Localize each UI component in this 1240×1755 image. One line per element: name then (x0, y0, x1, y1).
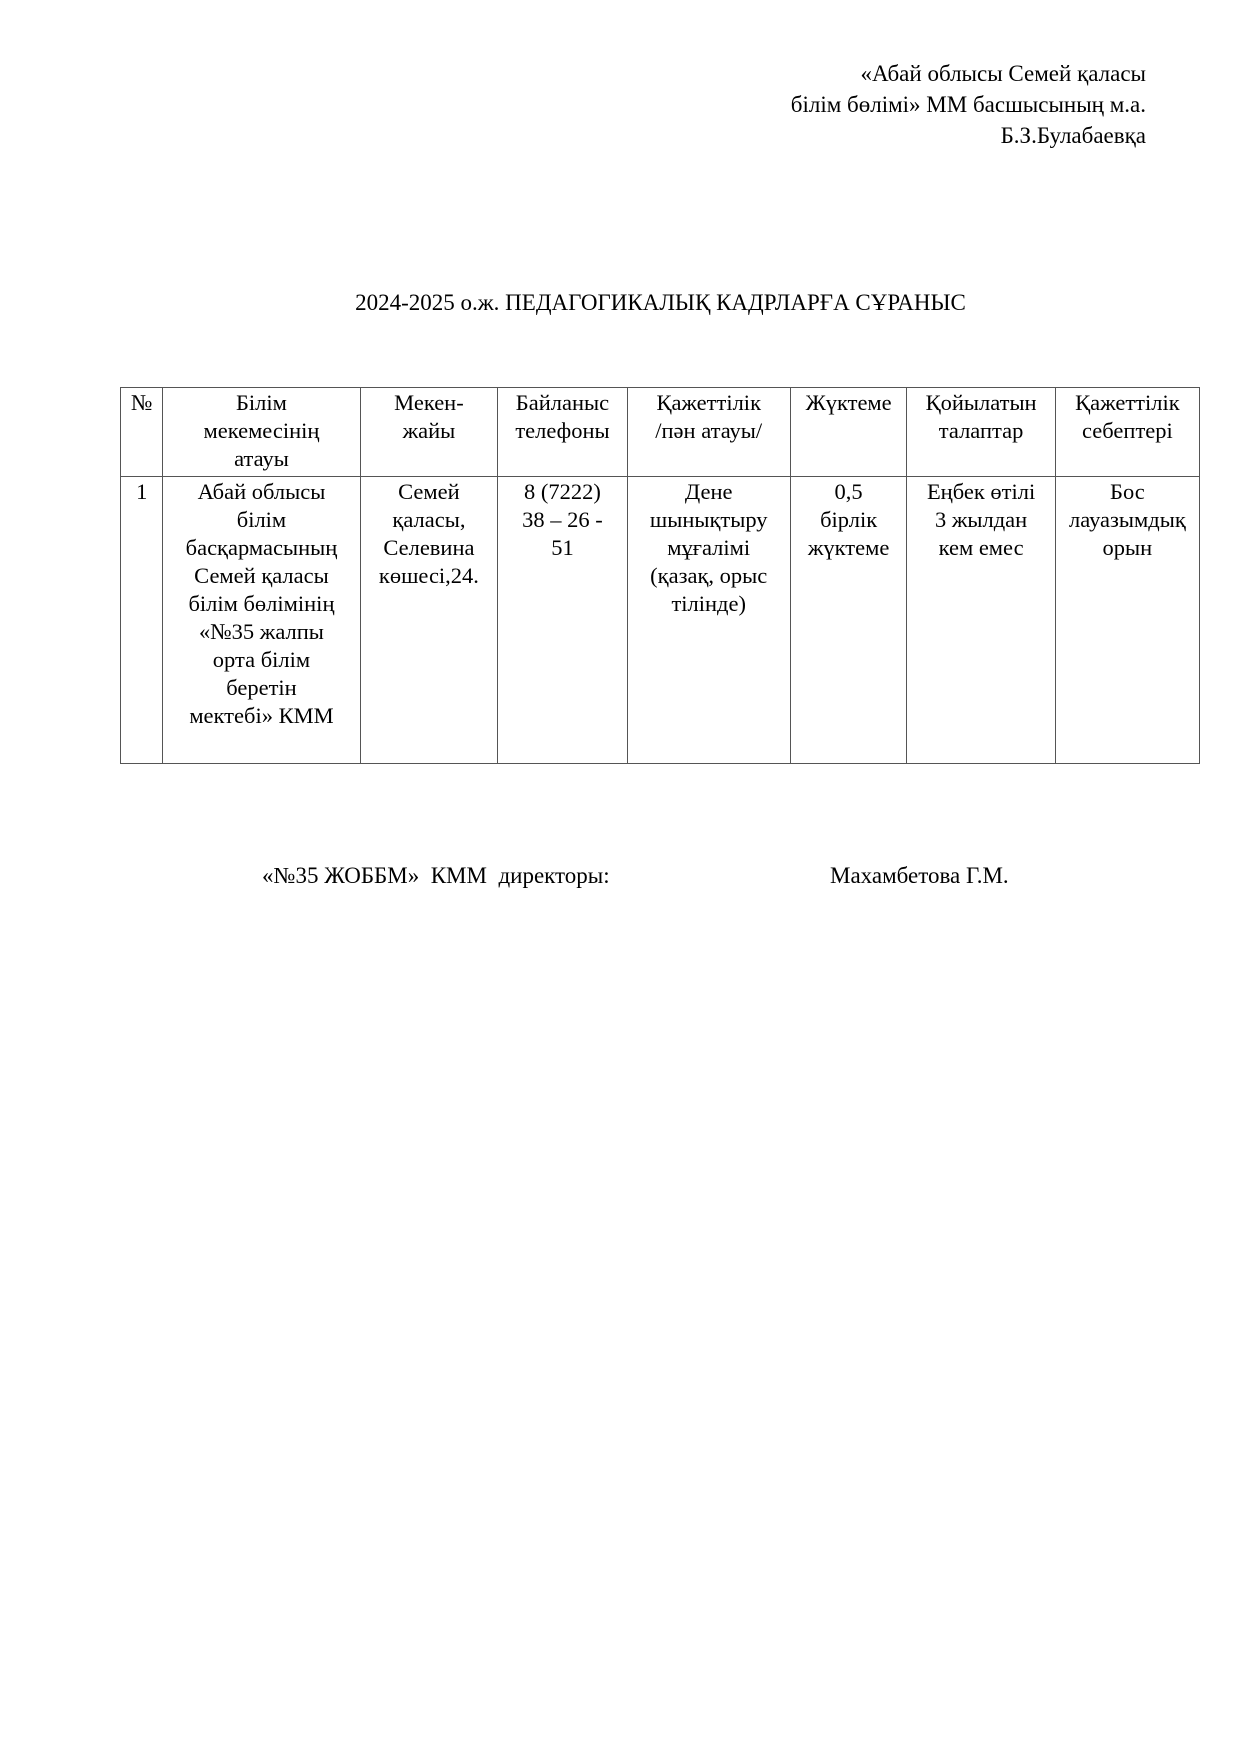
document-title: 2024-2025 о.ж. ПЕДАГОГИКАЛЫҚ КАДРЛАРҒА СҰРАНЫС (355, 290, 966, 315)
header-phone: Байланыс телефоны (498, 388, 627, 477)
cell-number: 1 (121, 477, 163, 764)
cell-phone: 8 (7222) 38 – 26 - 51 (498, 477, 627, 764)
addressee-line-2: білім бөлімі» ММ басшысының м.а. (790, 92, 1146, 117)
header-address: Мекен- жайы (360, 388, 498, 477)
cell-load: 0,5 бірлік жүктеме (790, 477, 907, 764)
table-header-row (121, 388, 1200, 477)
cell-requirements: Еңбек өтілі 3 жылдан кем емес (907, 477, 1055, 764)
signature-position: «№35 ЖОББМ» КММ директоры: (262, 863, 610, 888)
table-row (121, 477, 1200, 764)
cell-reasons: Бос лауазымдық орын (1055, 477, 1199, 764)
signature-name: Махамбетова Г.М. (830, 863, 1009, 888)
header-number: № (121, 388, 163, 477)
cell-organization: Абай облысы білім басқармасының Семей қаласы білім бөлімінің «№35 жалпы орта білім беретін мектебі» КММ (163, 477, 360, 764)
addressee-line-1: «Абай облысы Семей қаласы (860, 61, 1146, 86)
staff-request-table (120, 387, 1200, 764)
addressee-block (791, 58, 1146, 151)
header-organization: Білім мекемесінің атауы (163, 388, 360, 477)
header-requirements: Қойылатын талаптар (907, 388, 1055, 477)
cell-address: Семей қаласы, Селевина көшесі,24. (360, 477, 498, 764)
header-need: Қажеттілік /пән атауы/ (627, 388, 790, 477)
addressee-line-3: Б.З.Булабаевқа (1000, 123, 1146, 148)
header-reasons: Қажеттілік себептері (1055, 388, 1199, 477)
cell-need: Дене шынықтыру мұғалімі (қазақ, орыс тілінде) (627, 477, 790, 764)
header-load: Жүктеме (790, 388, 907, 477)
